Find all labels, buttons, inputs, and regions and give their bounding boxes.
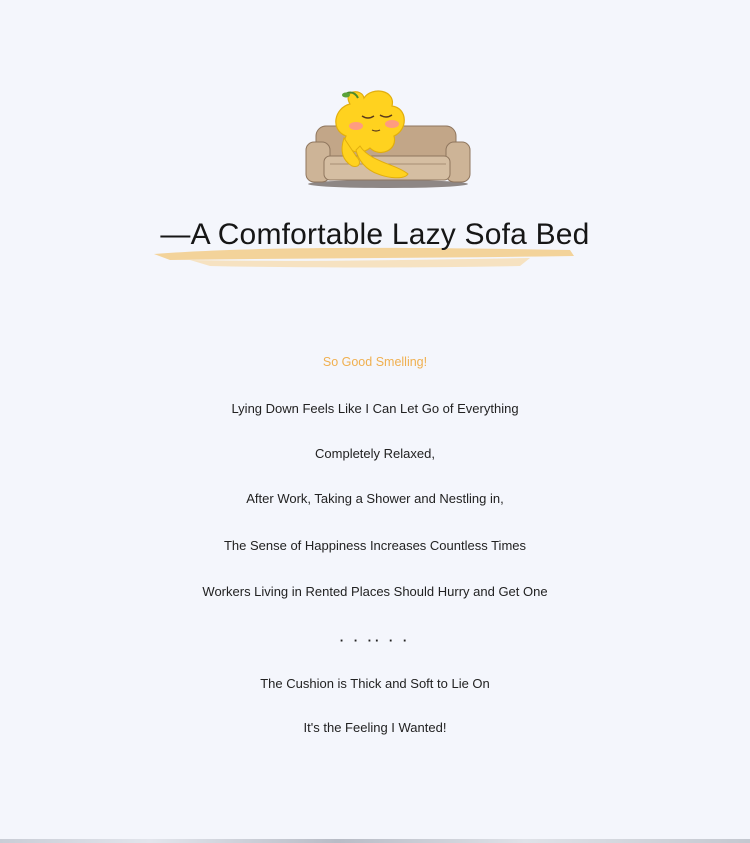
body-line: The Cushion is Thick and Soft to Lie On: [260, 676, 490, 691]
body-line: Completely Relaxed,: [315, 446, 435, 461]
body-line: After Work, Taking a Shower and Nestling in,: [246, 491, 504, 506]
body-line: Workers Living in Rented Places Should Hurry and Get One: [202, 584, 548, 599]
body-line: Lying Down Feels Like I Can Let Go of Everything: [231, 401, 519, 416]
mascot-on-sofa-illustration: [300, 86, 480, 196]
tagline-text: So Good Smelling!: [322, 355, 428, 369]
body-line: The Sense of Happiness Increases Countless Times: [223, 538, 527, 553]
ellipsis-dots: · · ·· · ·: [339, 633, 411, 648]
bottom-divider: [0, 839, 750, 843]
page-title: —A Comfortable Lazy Sofa Bed: [160, 218, 590, 251]
body-line: It's the Feeling I Wanted!: [303, 720, 447, 735]
headline-block: [0, 208, 750, 278]
